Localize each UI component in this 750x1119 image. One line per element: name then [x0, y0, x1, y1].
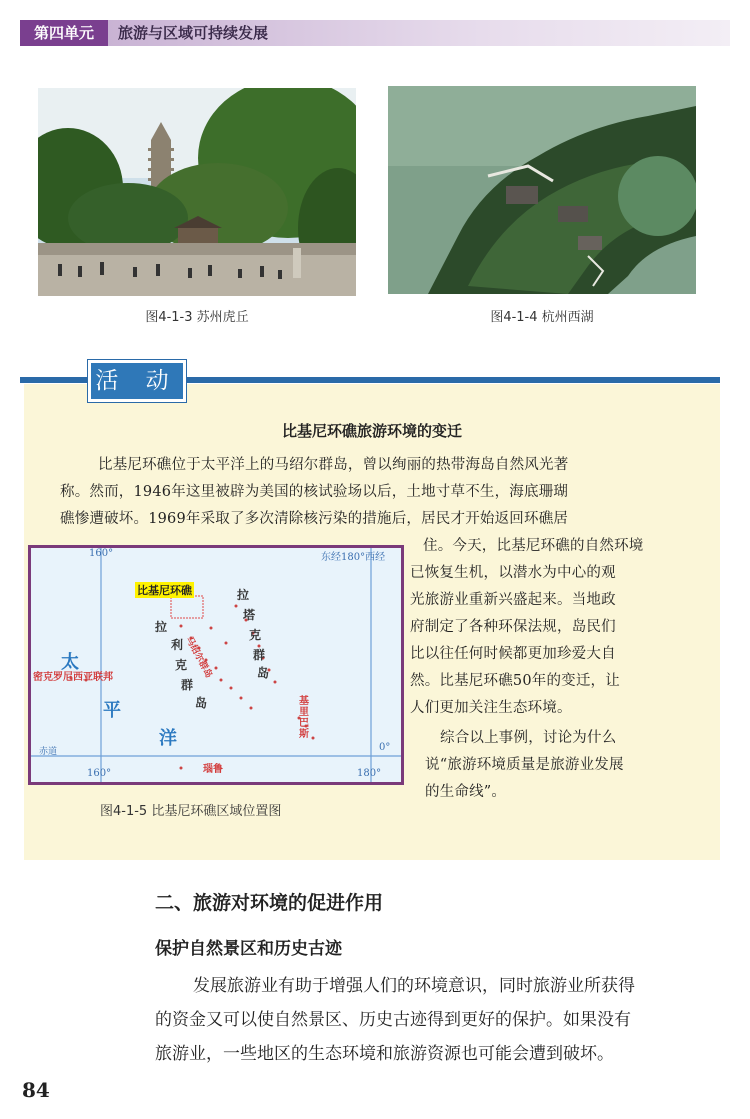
activity-para-line-1: 比基尼环礁位于太平洋上的马绍尔群岛，曾以绚丽的热带海岛自然风光著 — [98, 457, 569, 473]
activity-para-right-1: 住。今天，比基尼环礁的自然环境 — [423, 538, 644, 554]
map-ocean-3: 洋 — [159, 728, 177, 749]
map-ralik-4: 群 — [181, 678, 194, 692]
activity-tab: 活 动 — [88, 360, 186, 402]
photo-suzhou-huqiu — [38, 88, 356, 296]
map-lon-label: 东经180°西经 — [321, 552, 386, 563]
photo-caption-hangzhou: 图4-1-4 杭州西湖 — [490, 310, 594, 325]
map-ratak-1: 拉 — [237, 588, 250, 602]
map-ratak-3: 克 — [249, 628, 262, 642]
activity-para-line-2: 称。然而，1946年这里被辟为美国的核试验场以后，土地寸草不生，海底珊瑚 — [60, 484, 569, 500]
bikini-location-map — [28, 545, 404, 785]
activity-para-line-3: 礁惨遭破坏。1969年采取了多次清除核污染的措施后，居民才开始返回环礁居 — [60, 511, 569, 527]
map-ratak-4: 群 — [253, 648, 266, 662]
map-equator-label: 赤道 — [39, 747, 58, 757]
map-ralik-3: 克 — [175, 658, 188, 672]
activity-para-right-7: 人们更加关注生态环境。 — [410, 700, 572, 716]
page-number: 84 — [22, 1078, 50, 1102]
map-ocean-1: 太 — [61, 652, 79, 673]
discuss-line-1: 综合以上事例，讨论为什么 — [440, 730, 617, 746]
activity-para-right-6: 然。比基尼环礁50年的变迁，让 — [410, 673, 620, 689]
map-ocean-2: 平 — [103, 700, 121, 721]
map-lon-160-top: 160° — [89, 548, 114, 559]
map-ratak-5: 岛 — [257, 666, 270, 680]
map-ratak-2: 塔 — [243, 608, 256, 622]
map-micronesia-label: 密克罗尼西亚联邦 — [33, 672, 113, 683]
activity-para-right-5: 比以往任何时候都更加珍爱大自 — [410, 646, 616, 662]
discuss-line-2: 说“旅游环境质量是旅游业发展 — [425, 757, 624, 773]
map-lon-160-bottom: 160° — [87, 768, 112, 779]
map-ralik-1: 拉 — [155, 620, 168, 634]
photo-hangzhou-xihu — [388, 86, 696, 294]
section-heading: 二、旅游对环境的促进作用 — [155, 892, 384, 914]
map-kiribati-label: 基里巴斯 — [299, 696, 309, 740]
map-marshall-label: 马绍尔群岛 — [183, 635, 214, 680]
map-lat-0-label: 0° — [379, 742, 391, 753]
page-header — [20, 20, 730, 46]
activity-para-right-3: 光旅游业重新兴盛起来。当地政 — [410, 592, 616, 608]
unit-title: 旅游与区域可持续发展 — [108, 20, 730, 46]
activity-para-right-2: 已恢复生机，以潜水为中心的观 — [410, 565, 616, 581]
photo-caption-suzhou: 图4-1-3 苏州虎丘 — [145, 310, 249, 325]
map-nauru-label: 瑙鲁 — [203, 764, 223, 775]
section-subheading: 保护自然景区和历史古迹 — [155, 939, 342, 959]
map-lon-180-bottom: 180° — [357, 768, 382, 779]
section-para-line-2: 的资金又可以使自然景区、历史古迹得到更好的保护。如果没有 — [155, 1010, 631, 1030]
activity-title: 比基尼环礁旅游环境的变迁 — [281, 422, 462, 440]
map-ralik-2: 利 — [171, 638, 184, 652]
section-para-line-1: 发展旅游业有助于增强人们的环境意识，同时旅游业所获得 — [193, 976, 635, 996]
map-caption: 图4-1-5 比基尼环礁区域位置图 — [100, 804, 282, 819]
unit-label: 第四单元 — [20, 20, 108, 46]
map-bikini-label: 比基尼环礁 — [137, 584, 192, 597]
activity-para-right-4: 府制定了各种环保法规，岛民们 — [410, 619, 616, 635]
map-ralik-5: 岛 — [195, 696, 208, 710]
section-para-line-3: 旅游业，一些地区的生态环境和旅游资源也可能会遭到破坏。 — [155, 1044, 614, 1064]
discuss-line-3: 的生命线”。 — [425, 784, 507, 800]
